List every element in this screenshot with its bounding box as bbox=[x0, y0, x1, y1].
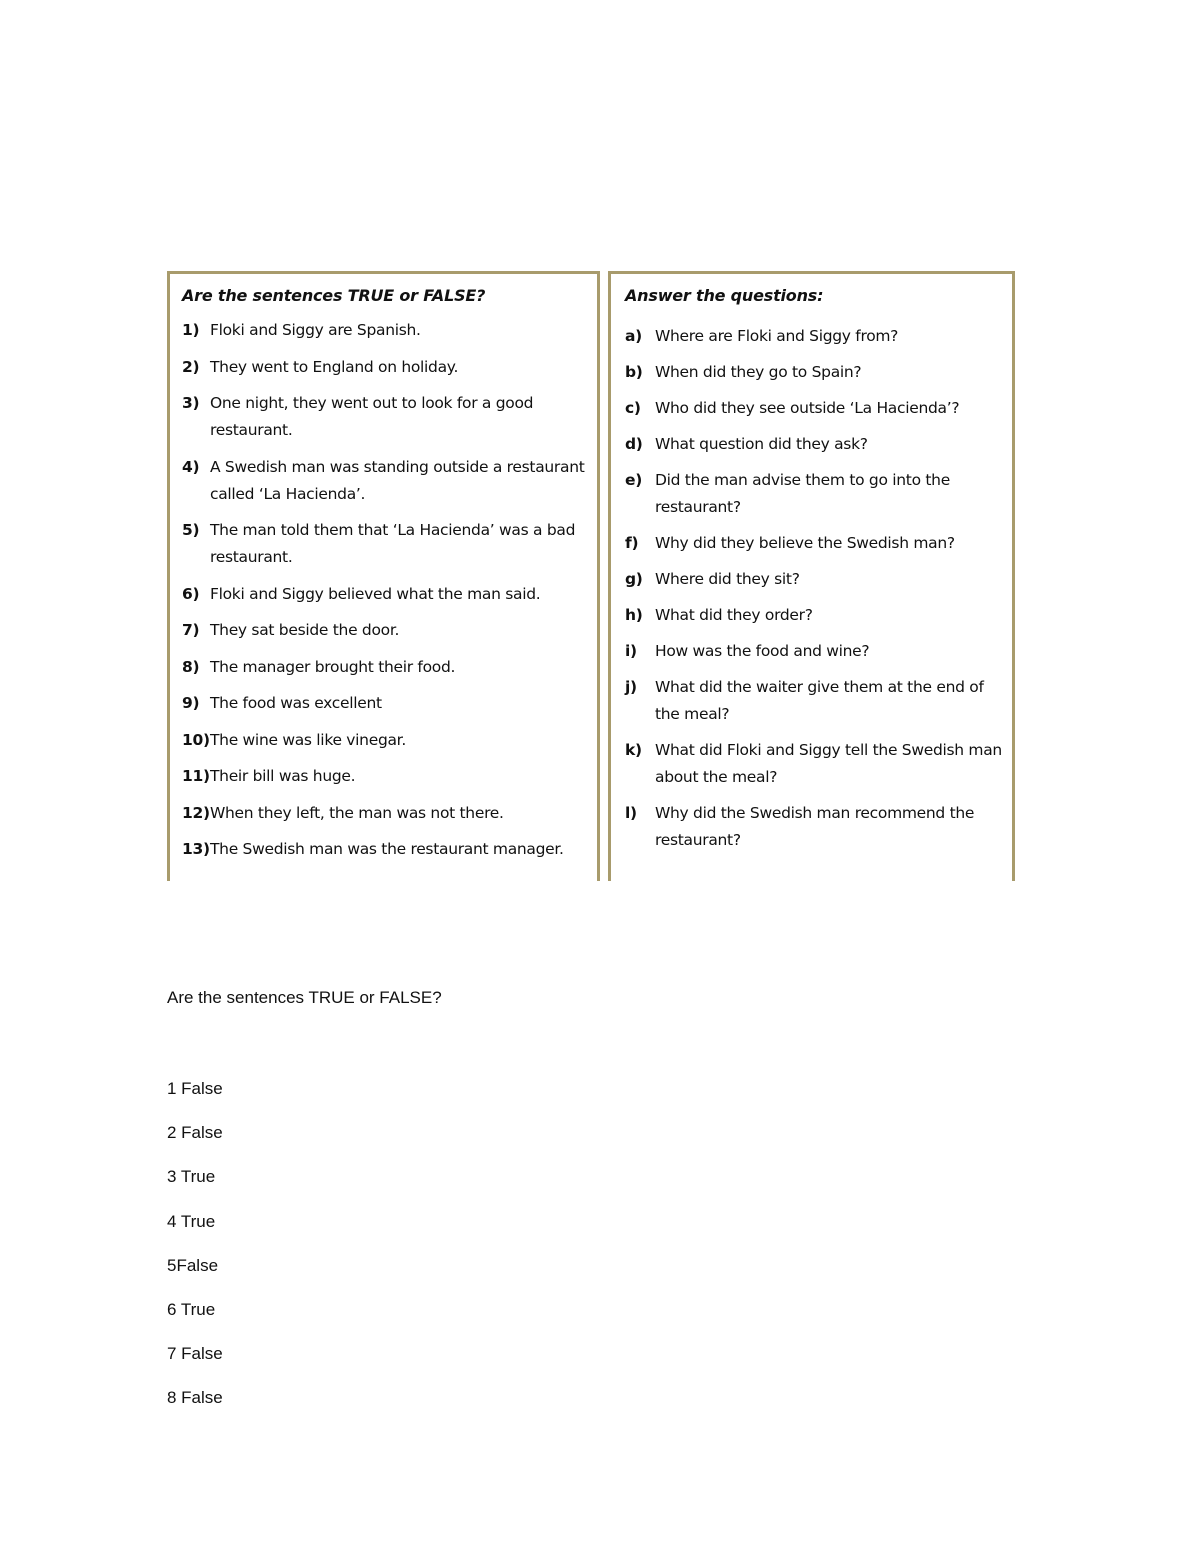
answer-item: 8 False bbox=[167, 1388, 223, 1408]
questions-box bbox=[608, 271, 1015, 881]
statement-item-text: They sat beside the door. bbox=[210, 621, 400, 639]
statement-item-text: Floki and Siggy believed what the man said. bbox=[210, 584, 541, 603]
answer-item: 2 False bbox=[167, 1123, 223, 1143]
statement-item bbox=[182, 617, 587, 644]
answers-heading: Are the sentences TRUE or FALSE? bbox=[167, 988, 442, 1007]
statement-item bbox=[182, 581, 587, 608]
question-item-number: h) bbox=[625, 606, 643, 624]
answer-item: 6 True bbox=[167, 1299, 216, 1319]
statement-item-number: 4) bbox=[182, 457, 200, 476]
question-item bbox=[625, 737, 1002, 791]
question-item-text: Who did they see outside ‘La Hacienda’? bbox=[655, 399, 960, 417]
statement-item-number: 10) bbox=[182, 730, 210, 749]
statement-item-text: The wine was like vinegar. bbox=[210, 730, 406, 749]
statement-item-number: 11) bbox=[182, 767, 210, 785]
statement-item bbox=[182, 654, 587, 681]
question-item-text: Where did they sit? bbox=[655, 570, 800, 588]
answer-item: 4 True bbox=[167, 1211, 216, 1231]
statement-item-number: 6) bbox=[182, 584, 200, 603]
question-item-number: l) bbox=[625, 804, 637, 822]
question-item bbox=[625, 431, 1002, 458]
question-item bbox=[625, 530, 1002, 557]
statement-item bbox=[182, 317, 587, 344]
question-item bbox=[625, 467, 1002, 521]
question-item-number: f) bbox=[625, 534, 639, 552]
statement-item bbox=[182, 390, 587, 444]
statement-item-number: 12) bbox=[182, 803, 210, 822]
statement-item-text: A Swedish man was standing outside a restaurant called ‘La Hacienda’. bbox=[210, 457, 585, 503]
question-item-number: a) bbox=[625, 327, 642, 345]
statement-item bbox=[182, 690, 587, 717]
statement-item-number: 5) bbox=[182, 521, 200, 539]
statement-item-text: The Swedish man was the restaurant manager. bbox=[210, 840, 564, 858]
statement-item bbox=[182, 836, 587, 863]
question-item-text: Did the man advise them to go into the restaurant? bbox=[655, 471, 950, 516]
answer-item: 1 False bbox=[167, 1079, 223, 1098]
question-item-number: e) bbox=[625, 471, 642, 489]
statement-item-text: Floki and Siggy are Spanish. bbox=[210, 321, 421, 339]
question-item-text: Where are Floki and Siggy from? bbox=[655, 327, 899, 345]
statement-item bbox=[182, 727, 587, 754]
statement-item-text: The manager brought their food. bbox=[210, 657, 456, 676]
statement-item-number: 8) bbox=[182, 657, 200, 676]
question-item bbox=[625, 359, 1002, 386]
question-item-text: What question did they ask? bbox=[655, 435, 868, 453]
question-item-text: Why did the Swedish man recommend the restaurant? bbox=[655, 804, 975, 849]
answers-list bbox=[167, 1078, 223, 1432]
question-item-number: b) bbox=[625, 363, 643, 381]
question-item-number: k) bbox=[625, 741, 642, 759]
statement-item-text: Their bill was huge. bbox=[210, 767, 356, 785]
true-false-title: Are the sentences TRUE or FALSE? bbox=[182, 286, 486, 305]
statement-item-number: 2) bbox=[182, 357, 200, 376]
statement-item-number: 3) bbox=[182, 394, 200, 412]
statement-item-text: The food was excellent bbox=[210, 694, 382, 712]
question-item bbox=[625, 323, 1002, 350]
answer-item: 7 False bbox=[167, 1344, 223, 1364]
question-item bbox=[625, 602, 1002, 629]
statement-item-text: When they left, the man was not there. bbox=[210, 803, 504, 822]
question-item-number: d) bbox=[625, 435, 643, 453]
statement-item-number: 1) bbox=[182, 321, 200, 339]
question-item-number: i) bbox=[625, 642, 637, 660]
question-item bbox=[625, 638, 1002, 665]
questions-title: Answer the questions: bbox=[625, 286, 824, 305]
question-item-text: Why did they believe the Swedish man? bbox=[655, 534, 955, 552]
statement-item bbox=[182, 454, 587, 508]
true-false-list bbox=[182, 317, 587, 863]
statement-item-text: They went to England on holiday. bbox=[210, 357, 459, 376]
statement-item bbox=[182, 354, 587, 381]
worksheet-image bbox=[167, 271, 1015, 881]
question-item bbox=[625, 674, 1002, 728]
question-item-text: What did they order? bbox=[655, 606, 813, 624]
question-item-number: g) bbox=[625, 570, 643, 588]
statement-item-number: 13) bbox=[182, 840, 210, 858]
question-item-text: How was the food and wine? bbox=[655, 642, 870, 660]
statement-item bbox=[182, 763, 587, 790]
question-item-number: j) bbox=[625, 678, 637, 696]
statement-item-text: One night, they went out to look for a good restaurant. bbox=[210, 394, 534, 439]
question-item-text: What did Floki and Siggy tell the Swedish man about the meal? bbox=[655, 741, 1002, 786]
question-item-number: c) bbox=[625, 399, 641, 417]
true-false-box bbox=[167, 271, 600, 881]
statement-item-number: 9) bbox=[182, 694, 200, 712]
statement-item bbox=[182, 517, 587, 571]
statement-item bbox=[182, 800, 587, 827]
question-item bbox=[625, 395, 1002, 422]
question-item bbox=[625, 566, 1002, 593]
statement-item-number: 7) bbox=[182, 621, 200, 639]
statement-item-text: The man told them that ‘La Hacienda’ was a bad restaurant. bbox=[210, 521, 576, 566]
question-item-text: When did they go to Spain? bbox=[655, 363, 862, 381]
question-item-text: What did the waiter give them at the end of the meal? bbox=[655, 678, 984, 723]
answer-item: 3 True bbox=[167, 1167, 216, 1187]
answer-item: 5False bbox=[167, 1255, 219, 1275]
questions-list bbox=[625, 323, 1002, 854]
question-item bbox=[625, 800, 1002, 854]
